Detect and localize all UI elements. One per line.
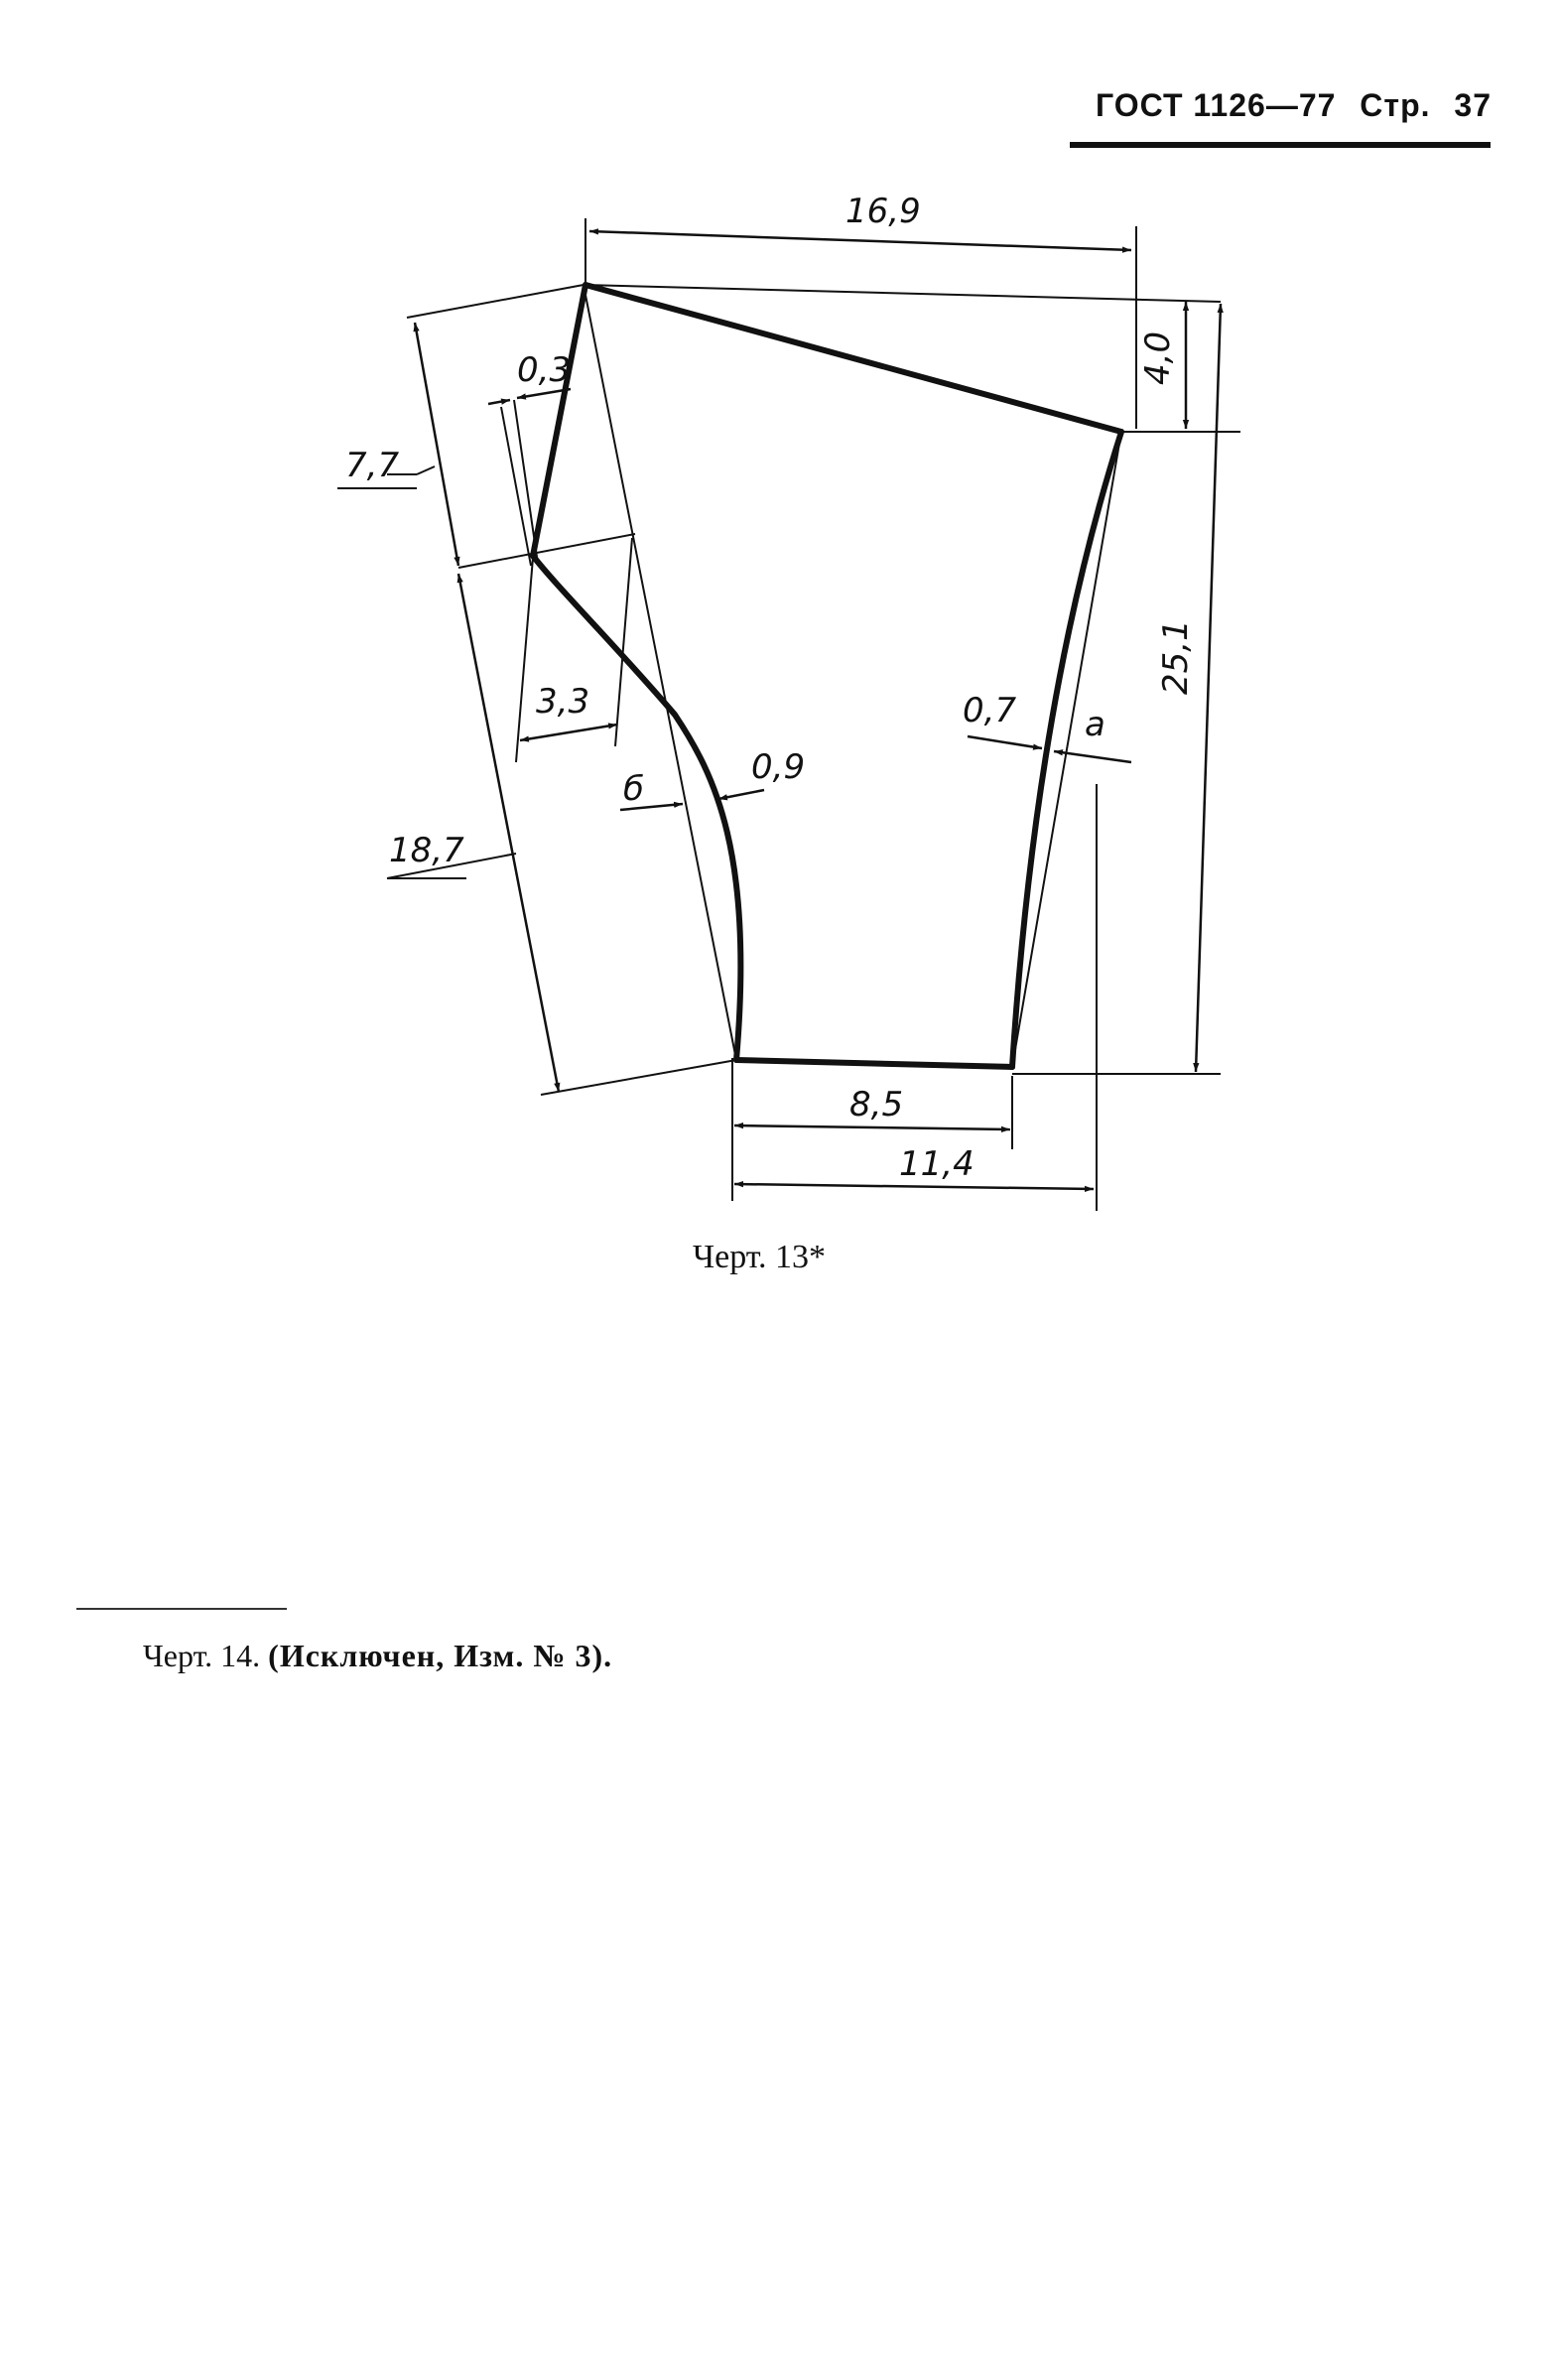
figure-caption: Черт. 13* [693,1239,827,1275]
label-curve-b-offset: 0,9 [751,747,806,787]
label-bottom-outer: 11,4 [899,1144,974,1184]
guide-vertical-2 [615,538,632,746]
diagonal-guide-b [584,285,736,1060]
outline-bottom-edge [736,1060,1012,1067]
left-lower-extension-line [541,1060,736,1095]
leader-7-7b [417,466,435,474]
label-point-b: б [623,769,644,809]
label-curve-a-offset: 0,7 [963,691,1017,730]
label-point-a: а [1085,705,1105,744]
dim-arrow-b-right [718,790,764,799]
label-left-offset-small: 0,3 [517,350,572,390]
top-extension-line [584,285,1221,302]
page-number: 37 [1454,87,1492,123]
outline-top-edge [585,285,1121,432]
dim-line-right-height [1196,304,1221,1072]
excluded-figure-note [143,1638,612,1674]
diagonal-guide-a [1012,432,1121,1067]
dim-arrow-0-3-left [488,400,510,404]
label-left-upper: 7,7 [345,446,400,485]
dim-line-left-upper [415,323,458,566]
dim-arrow-a-left [968,736,1042,748]
dim-line-left-inner [520,725,617,740]
left-upper-extension-line [407,285,584,318]
horizontal-guide-left [458,534,635,568]
guide-vertical-1 [516,558,533,762]
dim-line-left-lower [458,574,559,1092]
note-text: (Исключен, Изм. № 3). [268,1638,613,1673]
dim-line-bottom-outer [734,1184,1094,1189]
dim-line-bottom-inner [734,1125,1010,1129]
standard-number: ГОСТ 1126—77 [1096,87,1337,123]
note-prefix: Черт. 14. [143,1638,261,1673]
outline-left-top-segment [533,285,585,556]
label-top-width: 16,9 [845,192,921,231]
page-word: Стр. [1360,87,1431,123]
label-right-top: 4,0 [1138,331,1178,385]
label-bottom-inner: 8,5 [849,1085,904,1124]
label-left-lower: 18,7 [389,831,464,870]
label-right-height: 25,1 [1156,619,1196,695]
footnote-rule [76,1608,287,1610]
dim-line-top-width [589,231,1131,250]
label-left-inner: 3,3 [536,682,590,722]
